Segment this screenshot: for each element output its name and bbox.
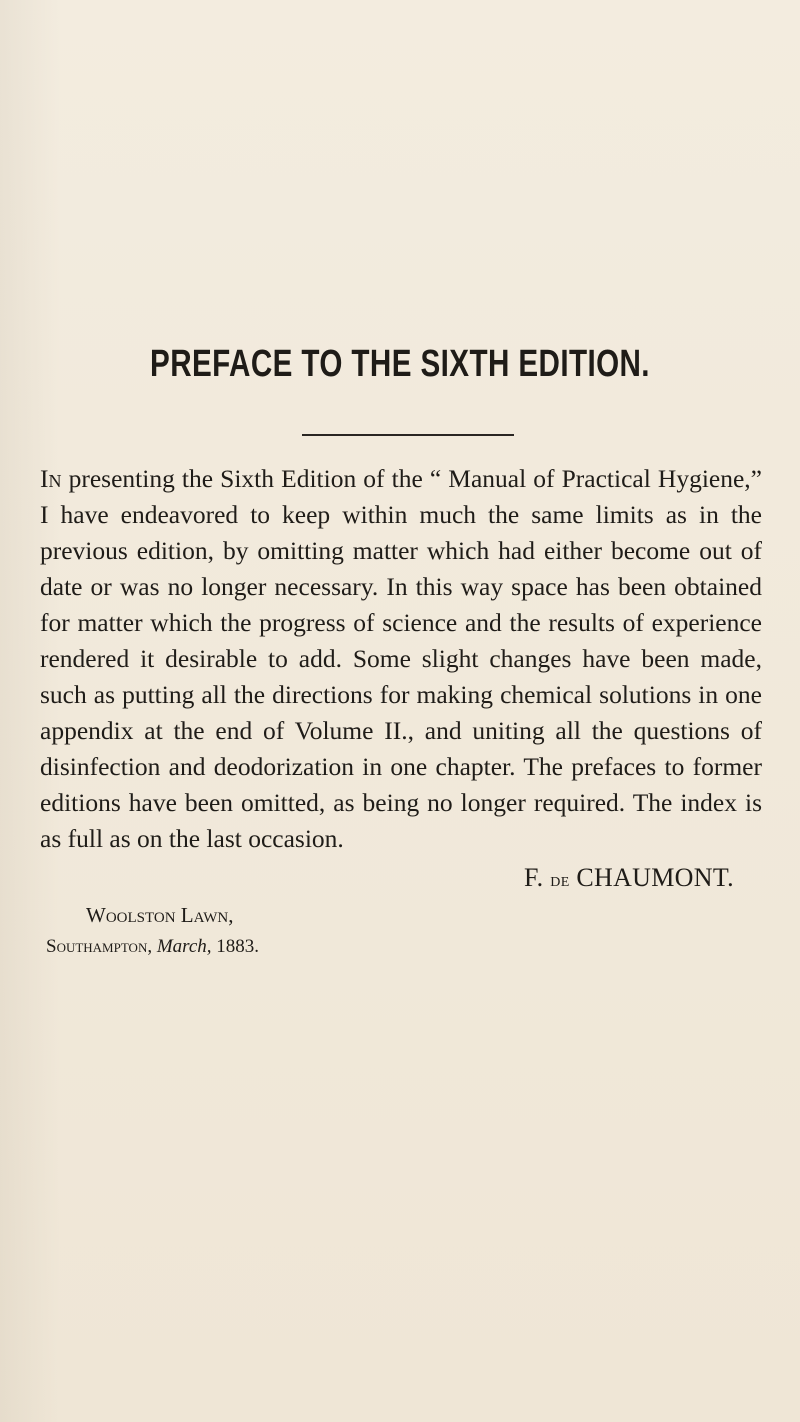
signature-surname: CHAUMONT. <box>576 863 734 892</box>
place-year: 1883. <box>216 936 260 957</box>
place-month: March, <box>156 936 212 957</box>
place-line-1: Woolston Lawn, <box>86 903 234 927</box>
author-signature <box>524 865 734 891</box>
paragraph-lead-in: In <box>40 464 62 493</box>
paragraph-text: presenting the Sixth Edition of the “ Manual of Practical Hygiene,” I have endeavored to keep within much the same limits as in the previous edition, by omitting matter which had either become out of date or was no longer necessary. In this way space has been obtained for matter which the progress of science and the results of experience rendered it desirable to add. Some slight changes have been made, such as putting all the directions for making chemical solutions in one appendix at the end of Volume II., and uniting all the questions of disinfection and deodorization in one chapter. The prefaces to former editions have been omitted, as being no longer required. The index is as full as on the last occasion. <box>40 464 762 853</box>
page-title: PREFACE TO THE SIXTH EDITION. <box>150 343 650 385</box>
title-rule-divider <box>302 434 514 436</box>
preface-paragraph <box>40 461 762 857</box>
signature-initial: F. <box>524 863 544 892</box>
place-date-line <box>46 937 259 956</box>
signature-particle: de <box>550 869 570 891</box>
place-city: Southampton, <box>46 936 153 957</box>
